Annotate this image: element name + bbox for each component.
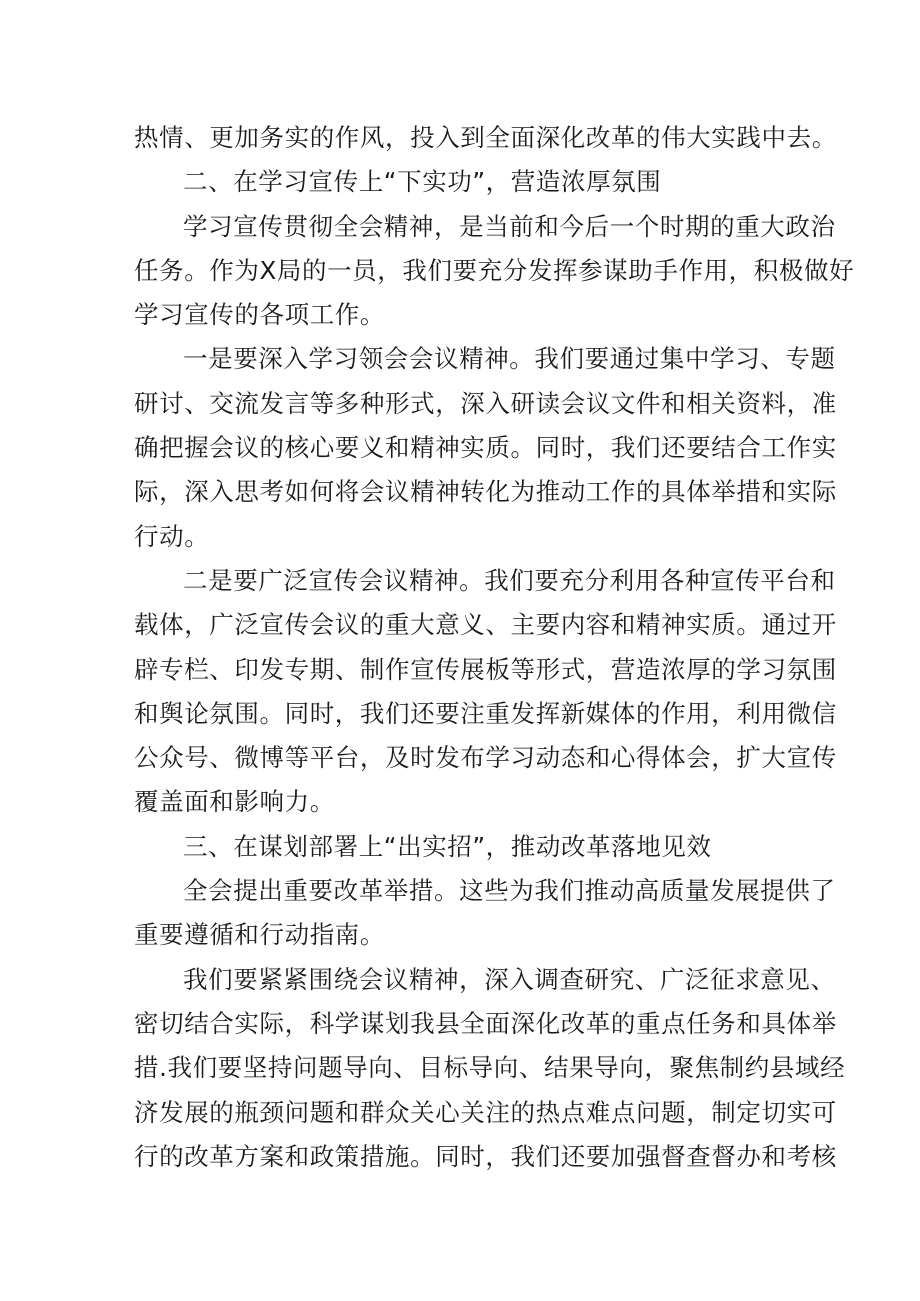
text-line: 载体，广泛宣传会议的重大意义、主要内容和精神实质。通过开 (134, 610, 837, 640)
text-line: 措.我们要坚持问题导向、目标导向、结果导向，聚焦制约县域经 (134, 1053, 846, 1083)
text-line: 行动。 (134, 521, 210, 551)
text-line: 行的改革方案和政策措施。同时，我们还要加强督查督办和考核 (134, 1141, 837, 1171)
text-line: 二是要广泛宣传会议精神。我们要充分利用各种宣传平台和 (183, 565, 836, 595)
text-line: 际，深入思考如何将会议精神转化为推动工作的具体举措和实际 (134, 477, 837, 507)
text-line: 二、在学习宣传上“下实功”，营造浓厚氛围 (183, 167, 662, 197)
text-line: 重要遵循和行动指南。 (134, 920, 385, 950)
text-line: 密切结合实际，科学谋划我县全面深化改革的重点任务和具体举 (134, 1008, 837, 1038)
text-line: 研讨、交流发言等多种形式，深入研读会议文件和相关资料，准 (134, 388, 837, 418)
text-line: 辟专栏、印发专期、制作宣传展板等形式，营造浓厚的学习氛围 (134, 654, 837, 684)
text-line: 覆盖面和影响力。 (134, 787, 335, 817)
text-line: 我们要紧紧围绕会议精神，深入调查研究、广泛征求意见、 (183, 964, 836, 994)
text-line: 一是要深入学习领会会议精神。我们要通过集中学习、专题 (183, 344, 836, 374)
document-body (134, 116, 855, 1179)
text-line: 学习宣传贯彻全会精神，是当前和今后一个时期的重大政治 (183, 211, 836, 241)
text-line: 和舆论氛围。同时，我们还要注重发挥新媒体的作用，利用微信 (134, 698, 837, 728)
text-line: 任务。作为X局的一员，我们要充分发挥参谋助手作用，积极做好 (134, 255, 855, 285)
text-line: 全会提出重要改革举措。这些为我们推动高质量发展提供了 (183, 876, 836, 906)
text-line: 学习宣传的各项工作。 (134, 300, 385, 330)
text-line: 确把握会议的核心要义和精神实质。同时，我们还要结合工作实 (134, 433, 837, 463)
text-line: 济发展的瓶颈问题和群众关心关注的热点难点问题，制定切实可 (134, 1097, 837, 1127)
text-line: 热情、更加务实的作风，投入到全面深化改革的伟大实践中去。 (134, 123, 837, 152)
text-line: 三、在谋划部署上“出实招”，推动改革落地见效 (183, 831, 712, 861)
text-line: 公众号、微博等平台，及时发布学习动态和心得体会，扩大宣传 (134, 743, 837, 773)
